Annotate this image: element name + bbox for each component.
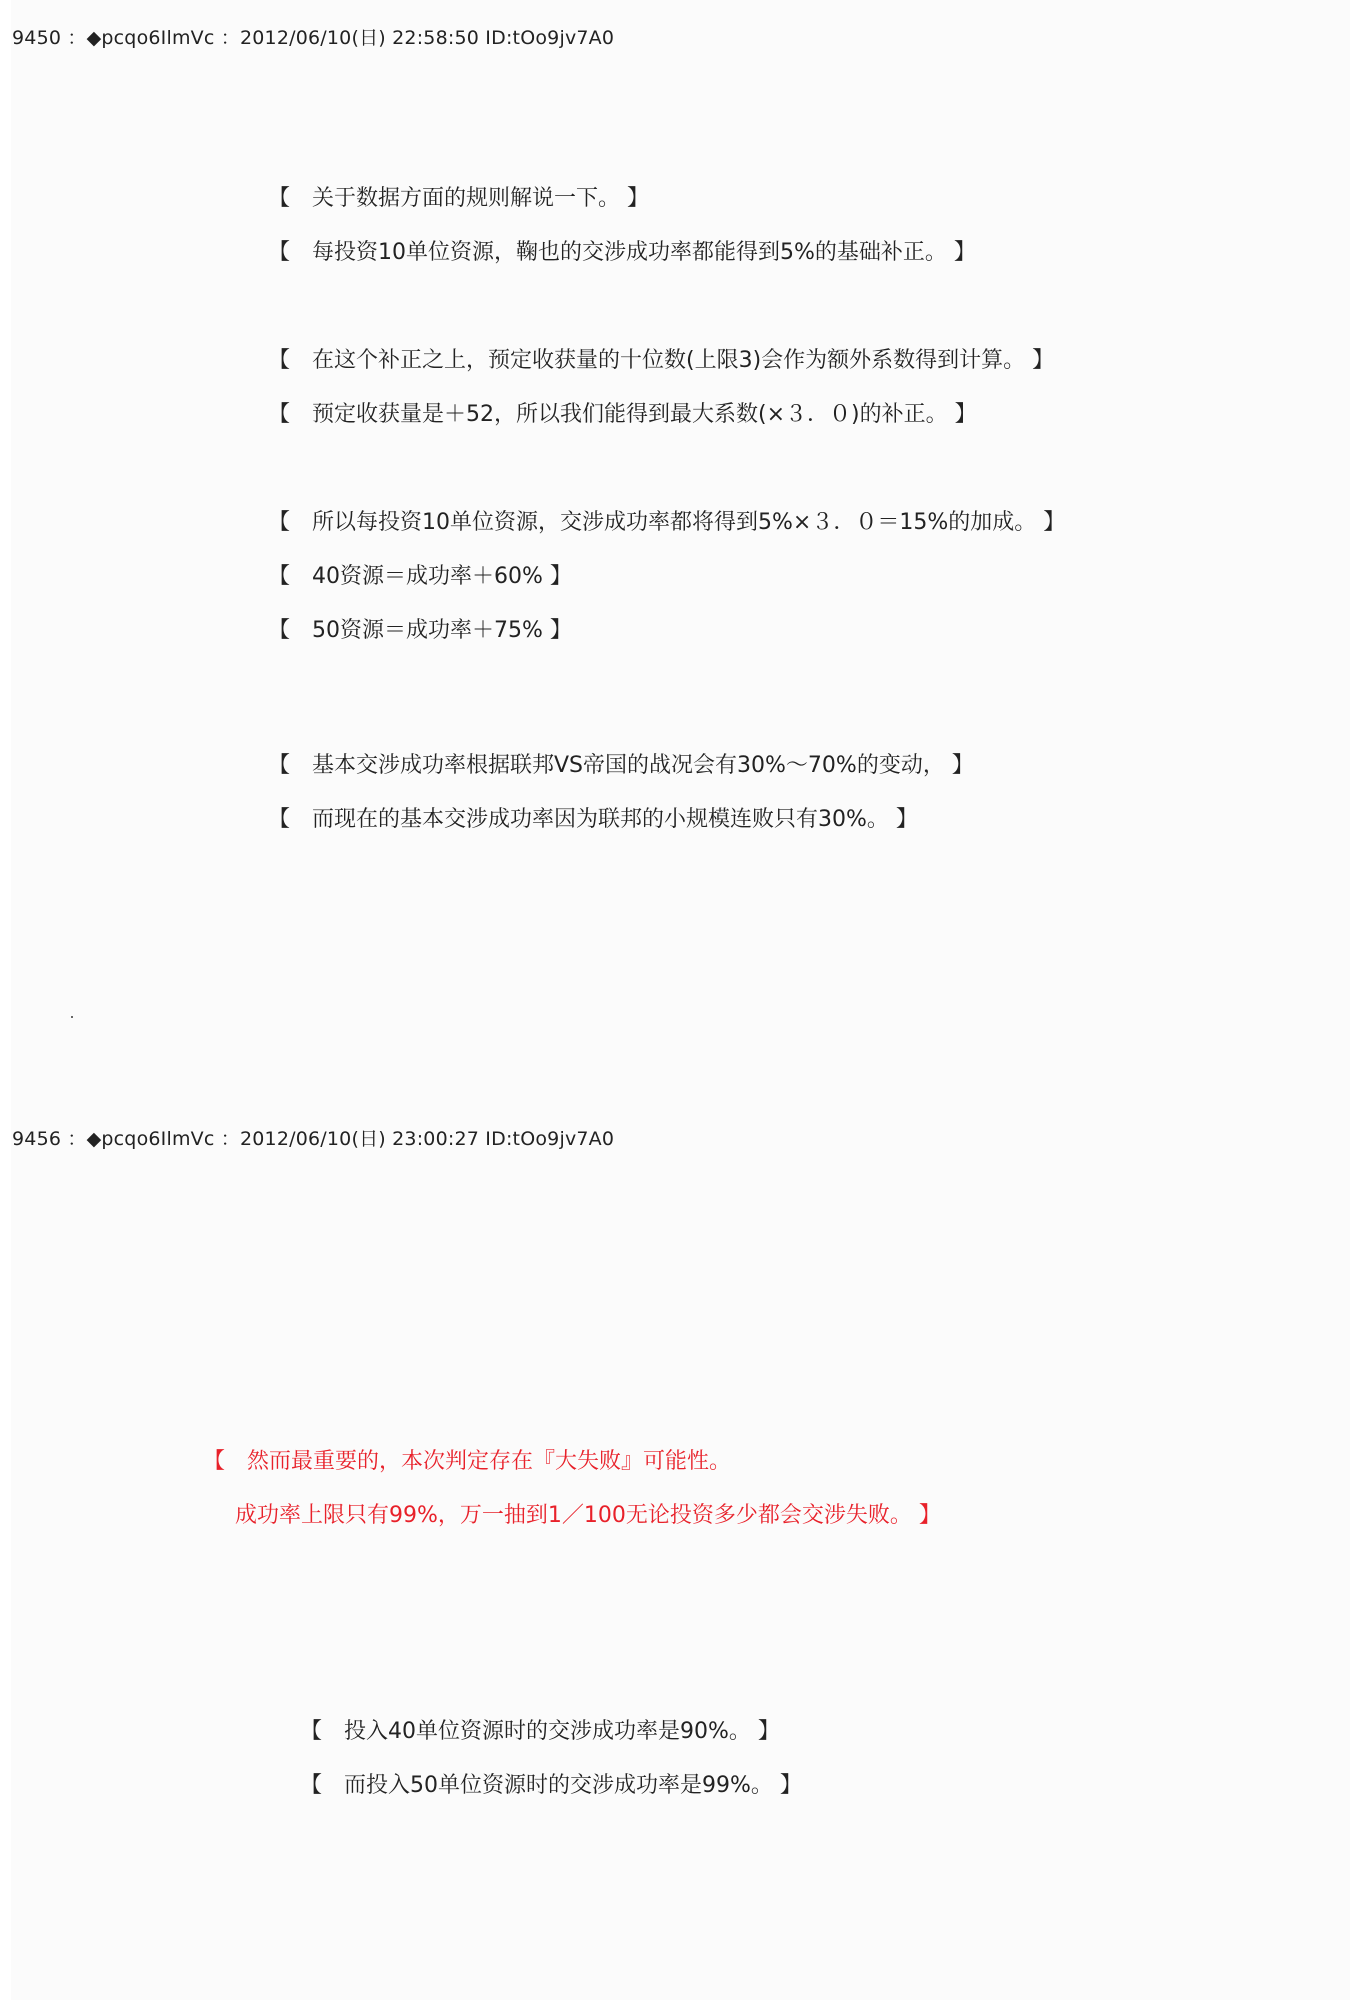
post-header: 9450 ：◆pcqo6IlmVc ：2012/06/10(日) 22:58:50 ID:tOo9jv7A0 [12,27,615,49]
emphasis-line: 成功率上限只有99%，万一抽到1／100无论投资多少都会交涉失败。 】 [235,1503,941,1528]
post-line: 【 关于数据方面的规则解说一下。 】 [268,186,649,211]
post-header: 9456 ：◆pcqo6IlmVc ：2012/06/10(日) 23:00:27 ID:tOo9jv7A0 [12,1128,615,1150]
emphasis-line: 【 然而最重要的，本次判定存在『大失败』可能性。 [203,1449,732,1474]
stray-dot [71,1016,73,1018]
post-line: 【 而现在的基本交涉成功率因为联邦的小规模连败只有30%。 】 [268,807,918,832]
post-line: 【 而投入50单位资源时的交涉成功率是99%。 】 [300,1773,802,1798]
post-line: 【 每投资10单位资源，鞠也的交涉成功率都能得到5%的基础补正。 】 [268,240,976,265]
post-line: 【 预定收获量是＋52，所以我们能得到最大系数(×３．０)的补正。 】 [268,402,977,427]
post-line: 【 投入40单位资源时的交涉成功率是90%。 】 [300,1719,780,1744]
page-background [11,0,1350,2000]
post-line: 【 在这个补正之上，预定收获量的十位数(上限3)会作为额外系数得到计算。 】 [268,348,1055,373]
post-line: 【 基本交涉成功率根据联邦VS帝国的战况会有30%～70%的变动， 】 [268,753,974,778]
post-line: 【 所以每投资10单位资源，交涉成功率都将得到5%×３．０＝15%的加成。 】 [268,510,1066,535]
post-line: 【 50资源＝成功率＋75% 】 [268,618,572,643]
post-line: 【 40资源＝成功率＋60% 】 [268,564,572,589]
